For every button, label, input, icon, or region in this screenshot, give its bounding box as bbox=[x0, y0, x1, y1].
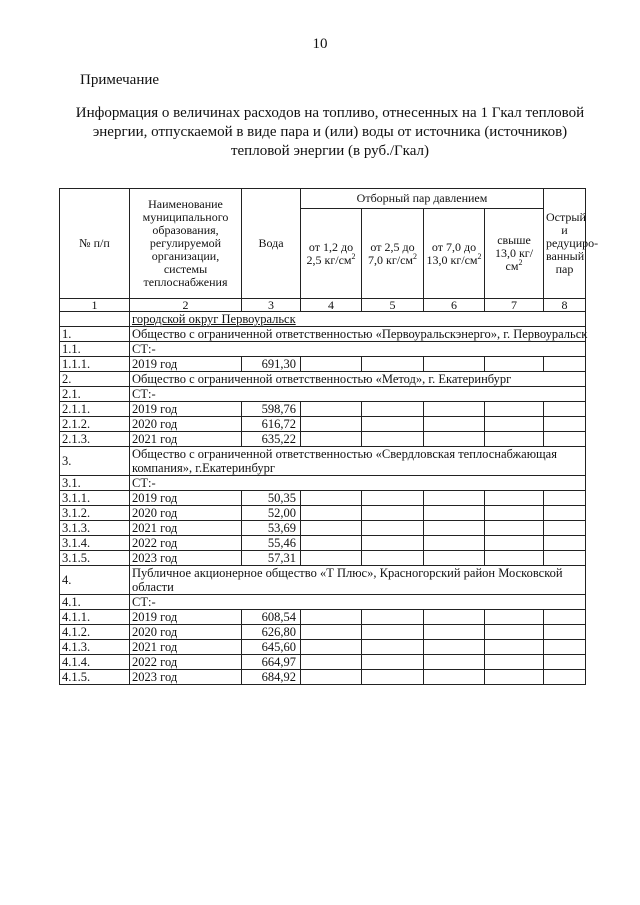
table-row bbox=[60, 670, 586, 685]
row-water-value: 635,22 bbox=[242, 432, 301, 447]
org-row bbox=[60, 566, 586, 595]
table-row bbox=[60, 625, 586, 640]
header-steam-1: от 1,2 до 2,5 $кг/см^2$ bbox=[301, 209, 362, 299]
header-acute-steam: Острый и редуциро- ванный пар bbox=[544, 189, 586, 299]
system-num: 4.1. bbox=[60, 595, 130, 610]
org-row bbox=[60, 372, 586, 387]
system-row bbox=[60, 387, 586, 402]
org-row bbox=[60, 327, 586, 342]
table-row bbox=[60, 640, 586, 655]
column-number: 2 bbox=[130, 299, 242, 312]
page-number: 10 bbox=[312, 36, 328, 52]
row-water-value: 55,46 bbox=[242, 536, 301, 551]
row-water-value: 57,31 bbox=[242, 551, 301, 566]
row-num: 2.1.1. bbox=[60, 402, 130, 417]
row-year: 2019 год bbox=[130, 610, 242, 625]
table-row bbox=[60, 402, 586, 417]
table-row bbox=[60, 536, 586, 551]
row-water-value: 626,80 bbox=[242, 625, 301, 640]
column-number: 7 bbox=[485, 299, 544, 312]
row-year: 2021 год bbox=[130, 640, 242, 655]
org-name: Общество с ограниченной ответственностью «Первоуральскэнерго», г. Первоуральск bbox=[130, 327, 586, 342]
org-row bbox=[60, 447, 586, 476]
row-water-value: 50,35 bbox=[242, 491, 301, 506]
row-year: 2020 год bbox=[130, 625, 242, 640]
row-water-value: 616,72 bbox=[242, 417, 301, 432]
row-num: 4.1.3. bbox=[60, 640, 130, 655]
org-num: 4. bbox=[60, 566, 130, 595]
row-year: 2023 год bbox=[130, 551, 242, 566]
system-label: СТ:- bbox=[130, 387, 586, 402]
org-name: Общество с ограниченной ответственностью «Свердловская теплоснабжающая компания», г.Екатеринбург bbox=[130, 447, 586, 476]
column-number: 8 bbox=[544, 299, 586, 312]
row-num: 4.1.2. bbox=[60, 625, 130, 640]
table-row bbox=[60, 655, 586, 670]
row-water-value: 645,60 bbox=[242, 640, 301, 655]
note-label: Примечание bbox=[80, 72, 160, 88]
table-row bbox=[60, 357, 586, 372]
header-water: Вода bbox=[242, 189, 301, 299]
row-num: 2.1.2. bbox=[60, 417, 130, 432]
row-year: 2022 год bbox=[130, 536, 242, 551]
table-row bbox=[60, 551, 586, 566]
column-number: 6 bbox=[424, 299, 485, 312]
row-year: 2021 год bbox=[130, 521, 242, 536]
row-num: 2.1.3. bbox=[60, 432, 130, 447]
row-num: 4.1.4. bbox=[60, 655, 130, 670]
system-label: СТ:- bbox=[130, 595, 586, 610]
row-num: 3.1.2. bbox=[60, 506, 130, 521]
region-row bbox=[60, 312, 586, 327]
fuel-cost-table bbox=[59, 188, 599, 685]
row-year: 2019 год bbox=[130, 491, 242, 506]
row-year: 2021 год bbox=[130, 432, 242, 447]
table-row bbox=[60, 432, 586, 447]
row-water-value: 684,92 bbox=[242, 670, 301, 685]
row-water-value: 52,00 bbox=[242, 506, 301, 521]
row-num: 3.1.4. bbox=[60, 536, 130, 551]
system-row bbox=[60, 342, 586, 357]
row-num: 4.1.5. bbox=[60, 670, 130, 685]
org-num: 3. bbox=[60, 447, 130, 476]
column-number: 5 bbox=[362, 299, 424, 312]
row-year: 2022 год bbox=[130, 655, 242, 670]
org-num: 1. bbox=[60, 327, 130, 342]
column-numbers-row bbox=[60, 299, 586, 312]
system-label: СТ:- bbox=[130, 476, 586, 491]
row-water-value: 608,54 bbox=[242, 610, 301, 625]
header-steam-2: от 2,5 до 7,0 $кг/см^2$ bbox=[362, 209, 424, 299]
row-num: 3.1.1. bbox=[60, 491, 130, 506]
system-num: 1.1. bbox=[60, 342, 130, 357]
header-num: № п/п bbox=[60, 189, 130, 299]
header-steam-4: свыше 13,0 $кг/см^2$ bbox=[485, 209, 544, 299]
row-num: 3.1.5. bbox=[60, 551, 130, 566]
system-row bbox=[60, 476, 586, 491]
row-num: 4.1.1. bbox=[60, 610, 130, 625]
org-num: 2. bbox=[60, 372, 130, 387]
row-year: 2020 год bbox=[130, 417, 242, 432]
system-num: 3.1. bbox=[60, 476, 130, 491]
table-row bbox=[60, 521, 586, 536]
system-row bbox=[60, 595, 586, 610]
column-number: 3 bbox=[242, 299, 301, 312]
row-year: 2020 год bbox=[130, 506, 242, 521]
row-water-value: 53,69 bbox=[242, 521, 301, 536]
row-num: 3.1.3. bbox=[60, 521, 130, 536]
header-steam-3: от 7,0 до 13,0 $кг/см^2$ bbox=[424, 209, 485, 299]
document-title: Информация о величинах расходов на топливо, отнесенных на 1 Гкал тепловой энергии, отпускаемой в виде пара и (или) воды от источника (источников) тепловой энергии (в руб./Гкал) bbox=[75, 105, 585, 159]
row-num: 1.1.1. bbox=[60, 357, 130, 372]
row-year: 2023 год bbox=[130, 670, 242, 685]
system-num: 2.1. bbox=[60, 387, 130, 402]
row-water-value: 664,97 bbox=[242, 655, 301, 670]
system-label: СТ:- bbox=[130, 342, 586, 357]
row-year: 2019 год bbox=[130, 357, 242, 372]
column-number: 4 bbox=[301, 299, 362, 312]
row-year: 2019 год bbox=[130, 402, 242, 417]
table-row bbox=[60, 491, 586, 506]
header-steam-group: Отборный пар давлением bbox=[301, 189, 544, 209]
table-row bbox=[60, 610, 586, 625]
table-row bbox=[60, 417, 586, 432]
org-name: Публичное акционерное общество «Т Плюс», Красногорский район Московской области bbox=[130, 566, 586, 595]
region-name: городской округ Первоуральск bbox=[130, 312, 586, 327]
row-water-value: 691,30 bbox=[242, 357, 301, 372]
org-name: Общество с ограниченной ответственностью «Метод», г. Екатеринбург bbox=[130, 372, 586, 387]
column-number: 1 bbox=[60, 299, 130, 312]
table-row bbox=[60, 506, 586, 521]
row-water-value: 598,76 bbox=[242, 402, 301, 417]
header-name: Наименование муниципального образования, регулируемой организации, системы теплоснабжения bbox=[130, 189, 242, 299]
